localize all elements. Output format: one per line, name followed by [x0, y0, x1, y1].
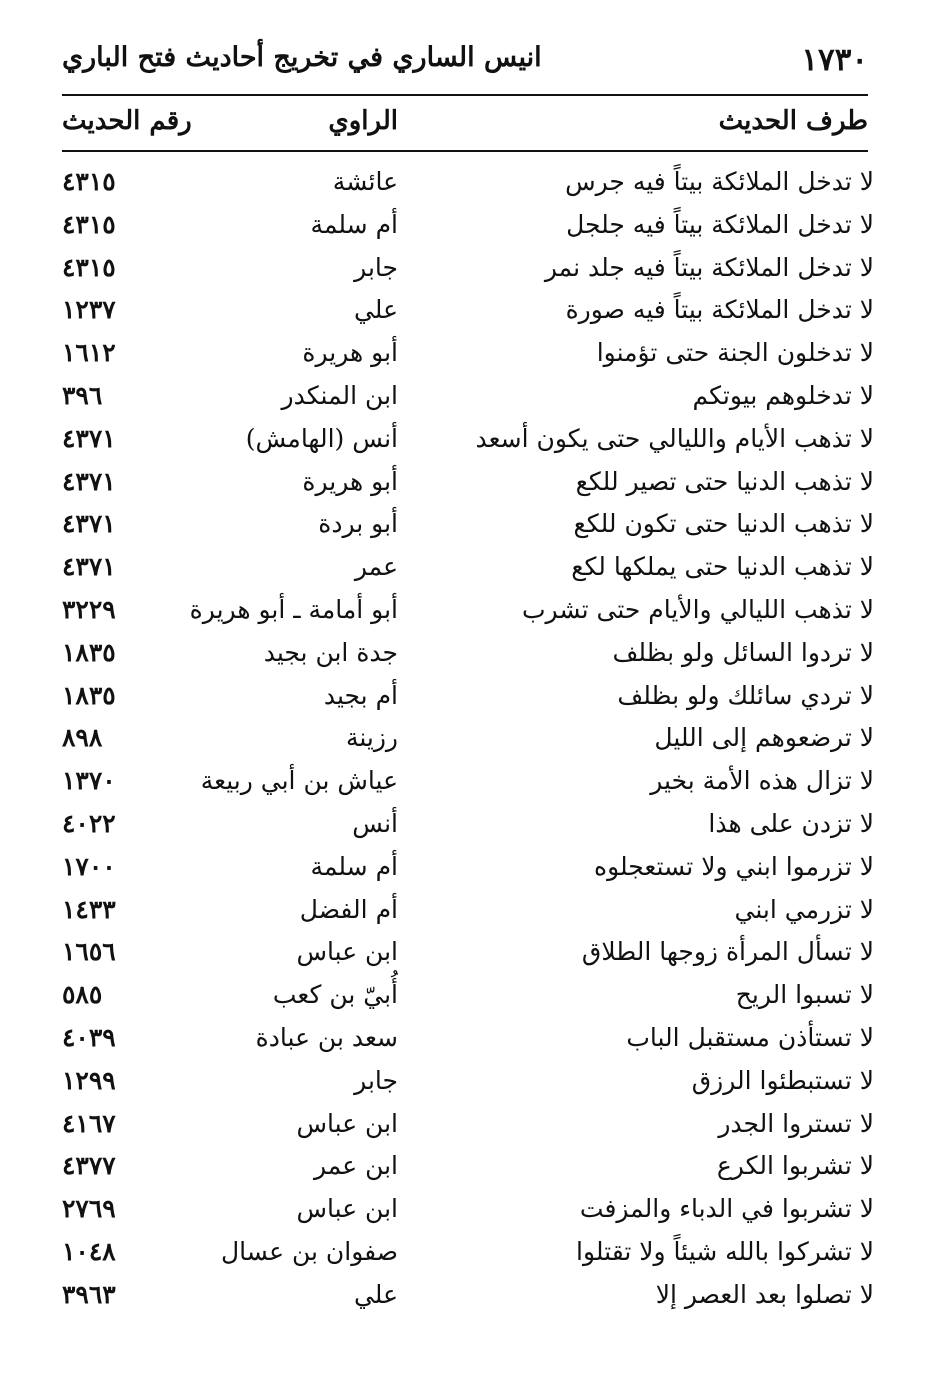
- table-row: [62, 804, 874, 847]
- hadith-number-cell: ٤٣٧٧: [62, 1151, 116, 1181]
- hadith-cell: لا تشربوا الكرع: [716, 1151, 874, 1181]
- narrator-cell: أبو هريرة: [302, 466, 398, 496]
- hadith-number-cell: ٤٣١٥: [62, 167, 116, 196]
- narrator-cell: علي: [353, 1279, 398, 1309]
- table-row: [62, 333, 874, 376]
- table-row: [62, 547, 874, 590]
- hadith-number-cell: ٤٣٧١: [62, 423, 116, 453]
- hadith-cell: لا تردي سائلك ولو بظلف: [617, 680, 874, 710]
- running-header: [62, 38, 868, 82]
- table-row: [62, 290, 874, 333]
- table-row: [62, 890, 874, 933]
- hadith-number-cell: ١٨٣٥: [62, 637, 116, 667]
- narrator-cell: أنس (الهامش): [245, 423, 398, 453]
- narrator-cell: سعد بن عبادة: [255, 1022, 398, 1052]
- hadith-number-cell: ١٢٩٩: [62, 1065, 116, 1095]
- hadith-cell: لا تزدن على هذا: [708, 808, 874, 838]
- header-rule: [62, 94, 868, 96]
- hadith-number-cell: ١٢٣٧: [62, 295, 116, 325]
- hadith-number-cell: ٣٢٢٩: [62, 594, 116, 624]
- narrator-cell: علي: [353, 295, 398, 325]
- page-number: ١٧٣٠: [801, 42, 868, 78]
- book-title: انيس الساري في تخريج أحاديث فتح الباري: [62, 42, 542, 73]
- hadith-number-cell: ١٦١٢: [62, 338, 116, 368]
- table-row: [62, 932, 874, 975]
- table-row: [62, 248, 874, 291]
- hadith-number-cell: ٤٣١٥: [62, 252, 116, 282]
- table-row: [62, 1104, 874, 1147]
- hadith-cell: لا تشركوا بالله شيئاً ولا تقتلوا: [576, 1236, 874, 1266]
- table-row: [62, 1146, 874, 1189]
- table-row: [62, 462, 874, 505]
- table-row: [62, 162, 874, 205]
- hadith-cell: لا تذهب الدنيا حتى يملكها لكع: [571, 552, 874, 582]
- table-row: [62, 1275, 874, 1318]
- hadith-cell: لا تدخل الملائكة بيتاً فيه جلجل: [566, 209, 874, 239]
- table-row: [62, 847, 874, 890]
- narrator-cell: جابر: [354, 1065, 398, 1095]
- hadith-cell: لا تذهب الأيام والليالي حتى يكون أسعد: [475, 423, 874, 453]
- hadith-cell: لا تسأل المرأة زوجها الطلاق: [581, 937, 874, 967]
- table-row: [62, 633, 874, 676]
- hadith-number-cell: ٤٣٧١: [62, 466, 116, 496]
- hadith-cell: لا تستروا الجدر: [718, 1108, 874, 1138]
- narrator-cell: أم بجيد: [323, 680, 398, 710]
- table-row: [62, 975, 874, 1018]
- hadith-cell: لا تدخل الملائكة بيتاً فيه جرس: [565, 167, 874, 196]
- column-header-narrator: الراوي: [328, 106, 398, 136]
- narrator-cell: أبو هريرة: [302, 338, 398, 368]
- hadith-number-cell: ١٧٠٠: [62, 851, 116, 881]
- narrator-cell: عمر: [354, 552, 398, 582]
- column-header-hadith: طرف الحديث: [718, 106, 868, 136]
- hadith-number-cell: ٤٣٧١: [62, 552, 116, 582]
- hadith-cell: لا تدخلون الجنة حتى تؤمنوا: [596, 338, 874, 368]
- hadith-number-cell: ٤٠٢٢: [62, 808, 116, 838]
- hadith-number-cell: ٤٣١٥: [62, 209, 116, 239]
- hadith-cell: لا تدخل الملائكة بيتاً فيه صورة: [565, 295, 874, 325]
- narrator-cell: رزينة: [345, 723, 398, 753]
- narrator-cell: أُبيّ بن كعب: [272, 980, 398, 1010]
- hadith-number-cell: ٤٠٣٩: [62, 1022, 116, 1052]
- hadith-cell: لا تزرمي ابني: [734, 894, 874, 924]
- table-row: [62, 718, 874, 761]
- hadith-cell: لا ترضعوهم إلى الليل: [654, 723, 874, 753]
- table-row: [62, 1061, 874, 1104]
- narrator-cell: جابر: [354, 252, 398, 282]
- table-row: [62, 419, 874, 462]
- table-row: [62, 504, 874, 547]
- hadith-cell: لا تدخلوهم بيوتكم: [692, 380, 874, 410]
- narrator-cell: أم سلمة: [310, 209, 398, 239]
- hadith-number-cell: ٤٣٧١: [62, 509, 116, 539]
- narrator-cell: أنس: [352, 808, 398, 838]
- narrator-cell: صفوان بن عسال: [221, 1236, 398, 1266]
- table-row: [62, 205, 874, 248]
- hadith-cell: لا تشربوا في الدباء والمزفت: [579, 1194, 874, 1224]
- hadith-number-cell: ٢٧٦٩: [62, 1194, 116, 1224]
- hadith-number-cell: ٥٨٥: [62, 980, 103, 1010]
- hadith-cell: لا تردوا السائل ولو بظلف: [612, 637, 874, 667]
- hadith-cell: لا تذهب الدنيا حتى تكون للكع: [573, 509, 874, 539]
- narrator-cell: أم الفضل: [299, 894, 398, 924]
- table-row: [62, 1232, 874, 1275]
- narrator-cell: ابن عمر: [313, 1151, 398, 1181]
- hadith-cell: لا تزرموا ابني ولا تستعجلوه: [593, 851, 874, 881]
- hadith-number-cell: ١٨٣٥: [62, 680, 116, 710]
- hadith-cell: لا تستبطئوا الرزق: [691, 1065, 874, 1095]
- table-row: [62, 376, 874, 419]
- hadith-number-cell: ٨٩٨: [62, 723, 103, 753]
- narrator-cell: جدة ابن بجيد: [263, 637, 398, 667]
- hadith-number-cell: ٤١٦٧: [62, 1108, 116, 1138]
- hadith-cell: لا تسبوا الريح: [735, 980, 874, 1010]
- narrator-cell: أبو بردة: [318, 509, 398, 539]
- table-row: [62, 761, 874, 804]
- table-row: [62, 1018, 874, 1061]
- narrator-cell: ابن المنكدر: [281, 380, 398, 410]
- column-header-rule: [62, 150, 868, 152]
- hadith-number-cell: ١٠٤٨: [62, 1236, 116, 1266]
- narrator-cell: أم سلمة: [310, 851, 398, 881]
- hadith-number-cell: ٣٩٦٣: [62, 1279, 116, 1309]
- table-row: [62, 1189, 874, 1232]
- hadith-cell: لا تذهب الليالي والأيام حتى تشرب: [521, 594, 874, 624]
- table-row: [62, 590, 874, 633]
- narrator-cell: عياش بن أبي ربيعة: [200, 766, 398, 796]
- narrator-cell: أبو أمامة ـ أبو هريرة: [189, 594, 398, 624]
- column-header-number: رقم الحديث: [62, 106, 192, 136]
- hadith-number-cell: ١٣٧٠: [62, 766, 116, 796]
- narrator-cell: ابن عباس: [296, 1108, 398, 1138]
- table-row: [62, 676, 874, 719]
- hadith-cell: لا تذهب الدنيا حتى تصير للكع: [575, 466, 874, 496]
- hadith-cell: لا تصلوا بعد العصر إلا: [655, 1279, 874, 1309]
- hadith-number-cell: ٣٩٦: [62, 380, 103, 410]
- hadith-number-cell: ١٦٥٦: [62, 937, 116, 967]
- column-headers: [62, 106, 868, 146]
- hadith-cell: لا تزال هذه الأمة بخير: [650, 766, 874, 796]
- narrator-cell: ابن عباس: [296, 937, 398, 967]
- hadith-index-table: [62, 162, 874, 1318]
- hadith-number-cell: ١٤٣٣: [62, 894, 116, 924]
- hadith-cell: لا تدخل الملائكة بيتاً فيه جلد نمر: [544, 252, 874, 282]
- narrator-cell: عائشة: [332, 167, 398, 196]
- hadith-cell: لا تستأذن مستقبل الباب: [626, 1022, 874, 1052]
- narrator-cell: ابن عباس: [296, 1194, 398, 1224]
